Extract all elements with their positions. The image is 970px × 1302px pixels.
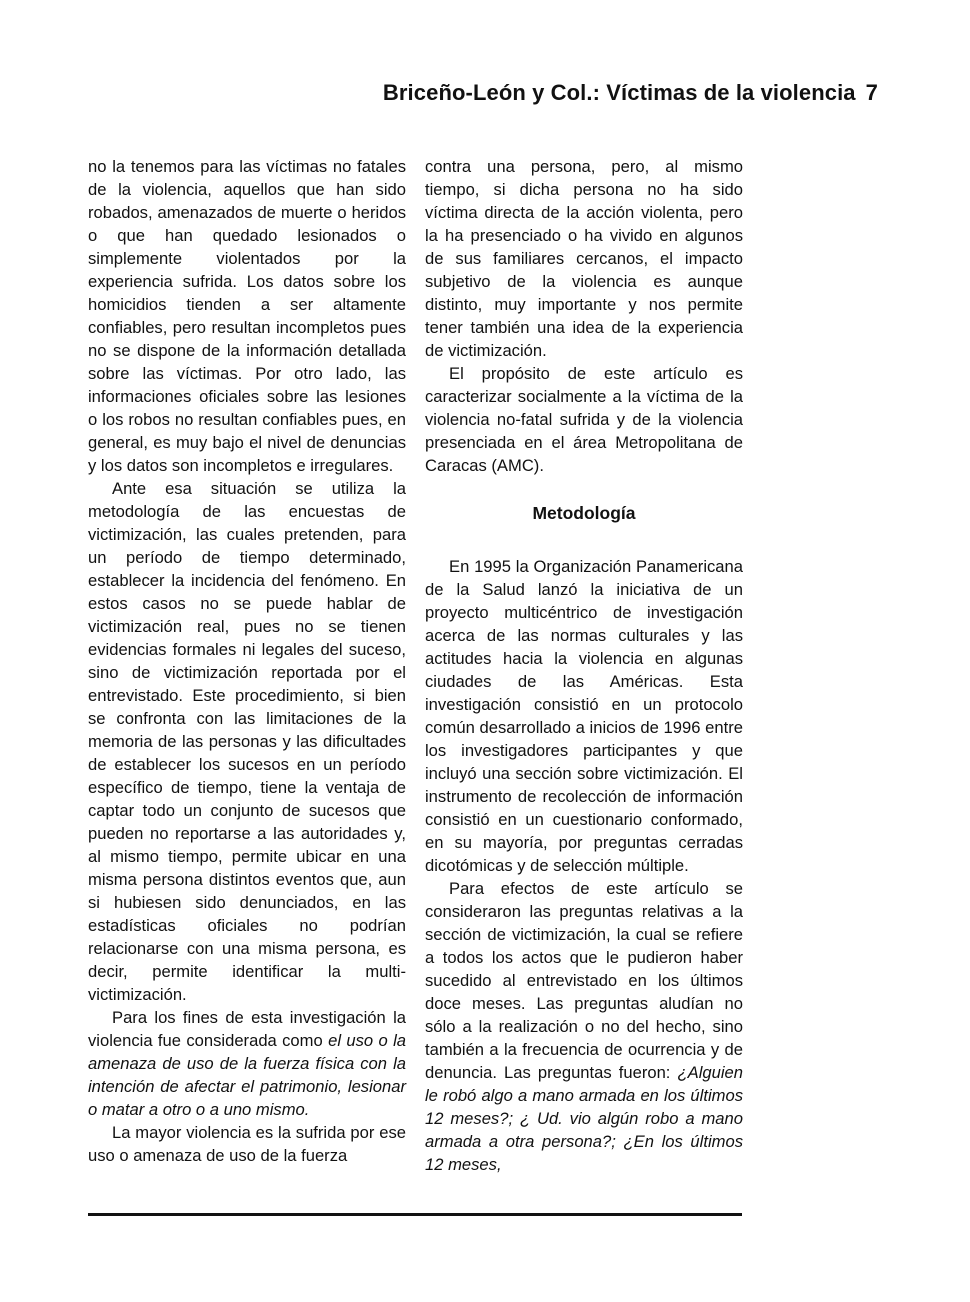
paragraph: El propósito de este artículo es caracterizar socialmente a la víctima de la violencia no-fatal sufrida y de la violencia presenciada en el área Metropolitana de Caracas (AMC). [425,364,743,475]
paragraph: La mayor violencia es la sufrida por ese uso o amenaza de uso de la fuerza [88,1123,406,1165]
paragraph: no la tenemos para las víctimas no fatales de la violencia, aquellos que han sido robados, amenazados de muerte o heridos o que han quedado lesionados o simplemente violentados por la experiencia sufrida. Los datos sobre los homicidios tienden a ser altamente confiables, pero resultan incompletos pues no se dispone de la información detallada sobre las víctimas. Por otro lado, las informaciones oficiales sobre las lesiones o los robos no resultan confiables pues, en general, es muy bajo el nivel de denuncias y los datos son incompletos e irregulares. [88,157,406,475]
page-number: 7 [865,80,878,105]
violence-definition: el uso o la amenaza de uso de la fuerza física con la intención de afectar el patrimonio, lesionar o matar a otro o a uno mismo. [88,1031,407,1119]
paragraph-text: Para los fines de esta investigación la violencia fue considerada como [88,1008,406,1050]
questions-paragraph [425,877,743,1176]
paragraph-text: Para efectos de este artículo se consideraron las preguntas relativas a la sección de victimización, la cual se refiere a todos los actos que le pudieron haber sucedido al entrevistado en los últimos doce meses. Las preguntas aludían no sólo a la realización o no del hecho, sino también a la frecuencia de ocurrencia y de denuncia. Las preguntas fueron: [425,879,743,1082]
paragraph: Ante esa situación se utiliza la metodología de las encuestas de victimización, las cuales pretenden, para un período de tiempo determinado, establecer la incidencia del fenómeno. En estos casos no se puede hablar de victimización real, pues no se tienen evidencias formales ni legales del suceso, sino de victimización reportada por el entrevistado. Este procedimiento, si bien se confronta con las limitaciones de la memoria de las personas y las dificultades de establecer los sucesos en un período específico de tiempo, tiene la ventaja de captar todo un conjunto de sucesos que pueden no reportarse a las autoridades y, al mismo tiempo, permite ubicar en una misma persona distintos eventos que, aun si hubiesen sido denunciados, en las estadísticas oficiales no podrían relacionarse con una misma persona, es decir, permite identificar la multi-victimización. [88,479,406,1004]
paragraph: contra una persona, pero, al mismo tiempo, si dicha persona no ha sido víctima directa de la acción violenta, pero la ha presenciado o ha vivido en algunos de sus familiares cercanos, el impacto subjetivo de la violencia es aunque distinto, muy importante y nos permite tener también una idea de la experiencia de victimización. [425,157,743,360]
left-column [88,155,406,1167]
running-header [383,80,878,106]
survey-questions: ¿Alguien le robó algo a mano armada en los últimos 12 meses?; ¿ Ud. vio algún robo a mano armada a otra persona?; ¿En los últimos 12 meses, [425,1063,743,1174]
running-title: Briceño-León y Col.: Víctimas de la violencia [382,80,856,105]
definition-paragraph [88,1006,406,1121]
paragraph: En 1995 la Organización Panamericana de la Salud lanzó la iniciativa de un proyecto multicéntrico de investigación acerca de las normas culturales y las actitudes hacia la violencia en algunas ciudades de las Américas. Esta investigación consistió en un protocolo común desarrollado a inicios de 1996 entre los investigadores participantes y que incluyó una sección sobre victimización. El instrumento de recolección de información consistió en un cuestionario conformado, en su mayoría, por preguntas cerradas dicotómicas y de selección múltiple. [425,557,743,875]
section-heading: Metodología [532,503,636,523]
bottom-rule [88,1213,742,1216]
right-column [425,155,743,1176]
